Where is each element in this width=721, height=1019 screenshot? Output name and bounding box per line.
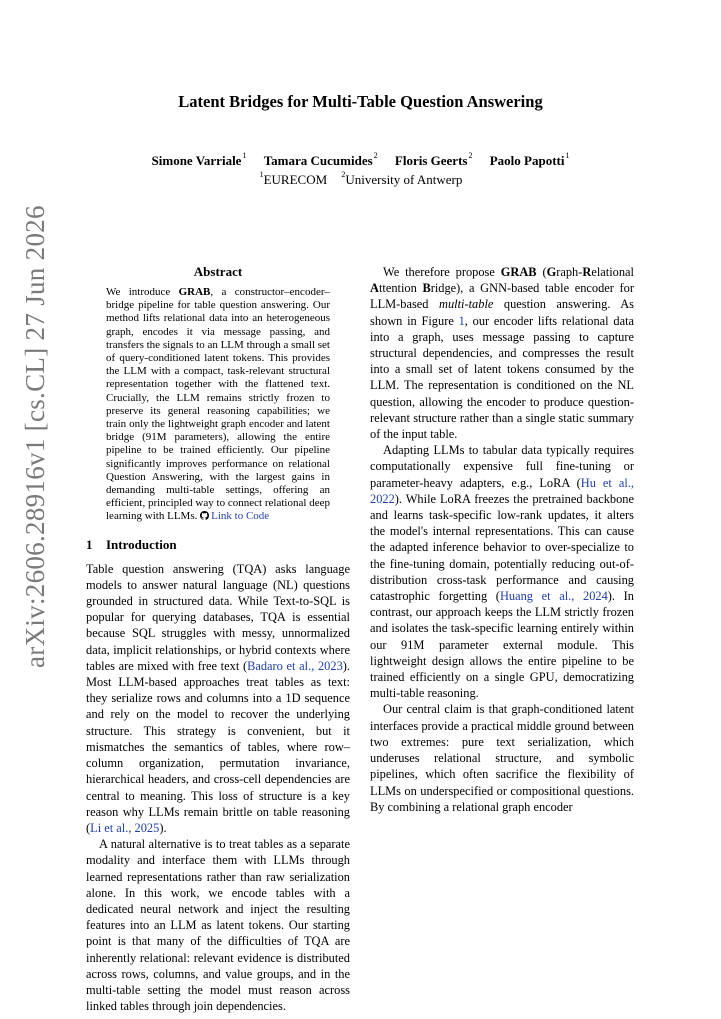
author-list [0,153,721,169]
section-heading-introduction: 1 Introduction [86,536,177,552]
intro-paragraph-5: Our central claim is that graph-conditioned latent interfaces provide a practical middle ground between two extremes: pure text serialization, which underuses relational structure, and symbolic pipelines, which often sacrifice the flexibility of LLMs on underspecified or compositional questions. By combining a relational graph encoder [370,702,634,814]
paper-title: Latent Bridges for Multi-Table Question Answering [178,92,543,111]
github-icon [200,511,209,520]
arxiv-stamp: arXiv:2606.28916v1 [cs.CL] 27 Jun 2026 [20,205,50,668]
citation-link[interactable]: Badaro et al., 2023 [247,658,343,673]
author: Tamara Cucumides$^2$ [263,151,378,168]
affiliation: $^2$University of Antwerp [341,170,463,187]
citation-link[interactable]: Huang et al., 2024 [499,589,608,604]
author: Simone Varriale$^1$ [151,151,247,168]
citation-link[interactable]: Li et al., 2025 [90,820,160,835]
affiliation-list [0,172,721,188]
citation-link[interactable]: Hu et al., 2022 [370,475,635,506]
intro-paragraph-2: A natural alternative is to treat tables as a separate modality and interface them with LLMs through learned representations rather than raw serialization alone. In this work, we encode tables with a dedicated neural network and inject the resulting features into an LLM as latent tokens. Our starting point is that many of the difficulties of TQA are inherently relational: relevant evidence is distributed across rows, columns, and value groups, and in the multi-table setting the model must reason across linked tables through join dependencies. [86,837,350,1014]
figure-link[interactable]: 1 [458,313,465,328]
author: Paolo Papotti$^1$ [489,151,570,168]
abstract-body [106,286,330,524]
left-column [86,264,350,1014]
affiliation: $^1$EURECOM [259,170,328,187]
code-link[interactable]: Link to Code [200,510,269,522]
abstract-paragraph: We introduce GRAB, a constructor–encoder–bridge pipeline for table question answering. Our method lifts relational data into an heterogeneous graph, encodes it via message passing, and transfers the signals to an LLM through a small set of query-conditioned latent tokens. This provides the LLM with a compact, task-relevant structural representation together with the flattened text. Crucially, the LLM remains strictly frozen to preserve its general reasoning capabilities; we train only the lightweight graph encoder and latent bridge (91M parameters), allowing the entire pipeline to be trained efficiently. Our pipeline significantly improves performance on relational Question Answering, with the largest gains in demanding multi-table settings, offering an efficient, principled way to connect relational deep learning with LLMs. Link to Code [106,286,330,523]
right-column [370,264,634,815]
intro-paragraph-3: We therefore propose GRAB (Graph-Relational Attention Bridge), a GNN-based table encoder for LLM-based multi-table question answering. As shown in Figure 1, our encoder lifts relational data into a graph, uses message passing to capture structural dependencies, and compresses the result into a small set of latent tokens consumed by the LLM. The representation is conditioned on the NL question, allowing the encoder to produce question-relevant structure rather than a single static summary of the input table. [370,265,635,442]
intro-text-left [86,561,350,1015]
author: Floris Geerts$^2$ [394,151,473,168]
intro-paragraph-4: Adapting LLMs to tabular data typically requires computationally expensive full fine-tuning or parameter-heavy adapters, e.g., LoRA (Hu et al., 2022). While LoRA freezes the pretrained backbone and learns task-specific low-rank updates, it alters the model's internal representations. This can cause the adapted inference behavior to over-specialize to the fine-tuning domain, potentially reducing out-of-distribution cross-task performance and causing catastrophic forgetting (Huang et al., 2024). In contrast, our approach keeps the LLM strictly frozen and isolates the task-specific learning entirely within our 91M parameter external module. This lightweight design allows the entire pipeline to be trained efficiently on a single GPU, democratizing multi-table reasoning. [370,443,635,701]
method-name: GRAB [178,286,211,298]
intro-text-right [370,264,634,815]
abstract-heading: Abstract [193,264,243,279]
method-name: GRAB [500,265,537,279]
intro-paragraph-1: Table question answering (TQA) asks language models to answer natural language (NL) questions grounded in structured data. While Text-to-SQL is popular for querying databases, TQA is essential because SQL struggles with messy, unnormalized data, implicit relationships, or hybrid contexts where tables are mixed with free text (Badaro et al., 2023). Most LLM-based approaches treat tables as text: they serialize rows and columns into a 1D sequence and rely on the model to recover the underlying structure. This strategy is convenient, but it mismatches the semantics of tables, where row–column organization, permutation invariance, hierarchical headers, and cross-cell dependencies are central to meaning. This loss of structure is a key reason why LLMs remain brittle on table reasoning (Li et al., 2025). [86,561,350,835]
